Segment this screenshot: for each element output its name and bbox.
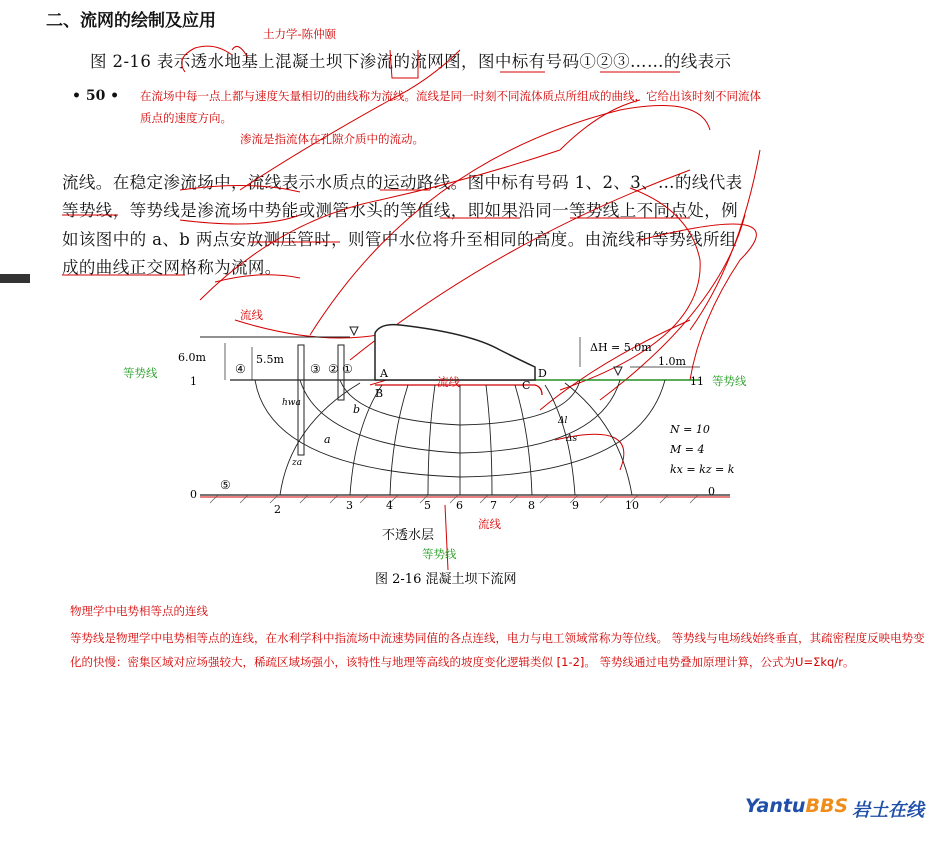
equipotential-number-1: 1 [190, 375, 197, 388]
body-line-2: 流线。在稳定渗流场中，流线表示水质点的运动路线。图中标有号码 1、2、3、…的线代表 [62, 173, 743, 192]
right-zero: 0 [708, 485, 715, 498]
label-hwa: hwa [282, 398, 301, 408]
streamline-number-4: ④ [235, 362, 246, 376]
label-streamline-bottom: 流线 [478, 517, 501, 531]
impervious-layer-label: 不透水层 [382, 528, 435, 543]
logo-bbs: BBS [805, 795, 849, 817]
label-n: N = 10 [670, 423, 710, 436]
equipotential-number-11: 11 [690, 375, 704, 388]
label-equipotential-bottom: 等势线 [422, 547, 457, 561]
yantu-logo [745, 795, 848, 817]
section-title: 二、流网的绘制及应用 [46, 11, 216, 31]
label-za: za [292, 458, 303, 468]
label-m: M = 4 [670, 443, 705, 456]
water-level-symbol-downstream [614, 367, 622, 375]
equipotential-number-8: 8 [528, 499, 535, 512]
dam-body [375, 325, 535, 380]
equipotential-number-7: 7 [490, 499, 497, 512]
note-streamline-line-2: 质点的速度方向。 [140, 111, 232, 125]
flow-net-figure [170, 305, 750, 590]
streamline-number-3: ③ [310, 362, 321, 376]
dim-delta-h: ΔH = 5.0m [590, 341, 652, 354]
dim-5-5m: 5.5m [256, 353, 284, 366]
author-annotation: 土力学-陈仲颐 [263, 27, 337, 41]
body-line-4: 如该图中的 a、b 两点安放测压管时，则管中水位将升至相同的高度。由流线和等势线所组 [62, 230, 737, 249]
point-b-upper: B [375, 387, 384, 400]
site-logo-text: 岩土在线 [852, 800, 924, 821]
logo-text: Yantu [745, 795, 806, 817]
equipotential-number-4: 4 [386, 499, 393, 512]
label-streamline-top: 流线 [240, 308, 263, 322]
label-delta-s: Δs [566, 434, 578, 444]
equipotential-number-10: 10 [625, 499, 639, 512]
label-delta-l: Δl [558, 416, 568, 426]
equipotential-number-6: 6 [456, 499, 463, 512]
point-b: b [353, 403, 361, 416]
point-a-upper: A [380, 367, 388, 380]
streamline-number-5: ⑤ [220, 478, 231, 492]
equipotential-3 [350, 385, 382, 495]
point-d: D [538, 367, 547, 380]
note-seepage: 渗流是指流体在孔隙介质中的流动。 [240, 132, 424, 146]
streamline-number-2: ② [328, 362, 339, 376]
water-level-symbol-upstream [350, 327, 358, 335]
equipotential-number-3: 3 [346, 499, 353, 512]
point-a: a [324, 433, 331, 446]
equipotential-number-2: 2 [274, 503, 281, 516]
note-streamline-line-1: 在流场中每一点上都与速度矢量相切的曲线称为流线。流线是同一时刻不同流体质点所组成的曲线，它给出该时刻不同流体 [140, 89, 761, 103]
label-equipotential-left: 等势线 [123, 366, 158, 380]
dim-1m: 1.0m [658, 355, 686, 368]
body-line-5: 成的曲线正交网格称为流网。 [62, 258, 282, 277]
equipotential-number-9: 9 [572, 499, 579, 512]
equipotential-number-5: 5 [424, 499, 431, 512]
figure-caption: 图 2-16 混凝土坝下流网 [375, 572, 517, 587]
body-line-3: 等势线，等势线是渗流场中势能或测管水头的等值线，即如果沿同一等势线上不同点处，例 [62, 201, 738, 220]
label-k: kx = kz = k [670, 463, 735, 476]
label-streamline-mid: 流线 [437, 375, 460, 389]
dim-6m: 6.0m [178, 351, 206, 364]
streamline-number-1: ① [342, 362, 353, 376]
note-physics-title: 物理学中电势相等点的连线 [70, 604, 208, 618]
left-zero: 0 [190, 488, 197, 501]
point-c: C [522, 379, 531, 392]
body-line-1: 图 2-16 表示透水地基上混凝土坝下渗流的流网图，图中标有号码①②③……的线表示 [90, 52, 732, 71]
note-physics-paragraph: 等势线是物理学中电势相等点的连线，在水利学科中指流场中流速势同值的各点连线，电力与电工领域常称为等位线。 等势线与电场线始终垂直，其疏密程度反映电势变化的快慢：密集区域对应场强较大，稀疏区域场强小，该特性与地理等高线的坡度变化逻辑类似 [1-2]。 等势线通过电势叠加原理计算，公式为U=Σkq/r。 [70, 631, 925, 669]
page-number: • 50 • [72, 88, 120, 104]
label-equipotential-right: 等势线 [712, 374, 747, 388]
